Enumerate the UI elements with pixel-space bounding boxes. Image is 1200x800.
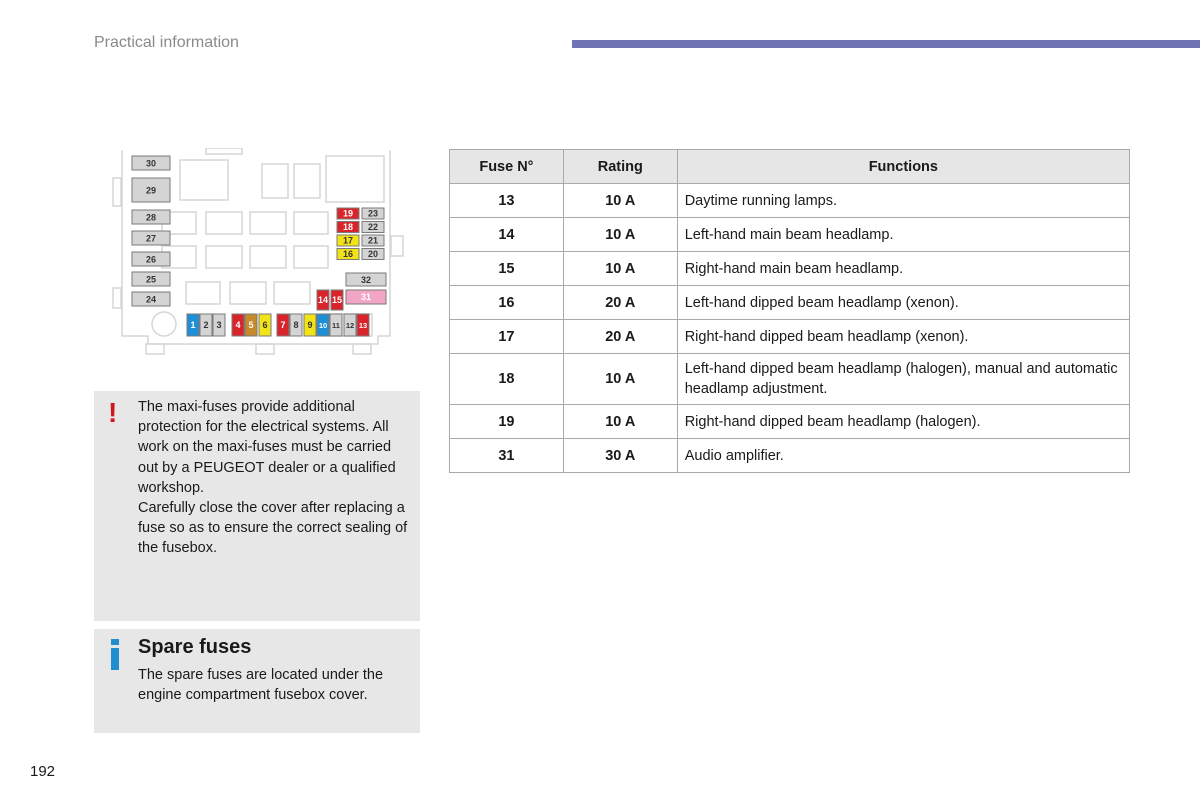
warning-paragraph-2: Carefully close the cover after replacing a fuse so as to ensure the correct sealing of the fusebox. <box>138 500 408 557</box>
fuse-number: 31 <box>450 439 564 473</box>
warning-icon: ! <box>108 397 118 428</box>
page-number: 192 <box>30 763 56 780</box>
fuse-31-label: 31 <box>360 292 372 302</box>
fuse-27-label: 27 <box>145 233 157 244</box>
fuse-13-label: 13 <box>358 321 368 330</box>
fuse-rating: 10 A <box>563 405 677 439</box>
column-header-rating: Rating <box>563 150 677 184</box>
fuse-function: Left-hand dipped beam headlamp (xenon). <box>677 286 1129 320</box>
fuse-function: Right-hand main beam headlamp. <box>677 252 1129 286</box>
fuse-function: Left-hand main beam headlamp. <box>677 218 1129 252</box>
table-row <box>450 354 1130 405</box>
fuse-30-label: 30 <box>145 158 157 169</box>
header-accent-bar <box>572 40 1200 48</box>
fuse-rating: 20 A <box>563 320 677 354</box>
warning-box <box>94 391 420 621</box>
fuse-10-label: 10 <box>318 321 328 330</box>
fuse-number: 16 <box>450 286 564 320</box>
fuse-17-label: 17 <box>342 235 354 246</box>
fuse-23-label: 23 <box>367 208 379 219</box>
fuse-1-label: 1 <box>190 320 196 330</box>
fuse-28-label: 28 <box>145 212 157 223</box>
fusebox-diagram <box>108 148 408 363</box>
fuse-3-label: 3 <box>216 320 222 330</box>
info-text: The spare fuses are located under the engine compartment fusebox cover. <box>138 667 384 704</box>
fuse-table <box>449 149 1130 473</box>
section-title: Practical information <box>94 34 239 51</box>
fuse-function: Right-hand dipped beam headlamp (xenon). <box>677 320 1129 354</box>
fuse-25-label: 25 <box>145 274 157 285</box>
table-row <box>450 405 1130 439</box>
fuse-22-label: 22 <box>367 222 379 232</box>
fuse-rating: 10 A <box>563 184 677 218</box>
fuse-number: 17 <box>450 320 564 354</box>
fuse-number: 13 <box>450 184 564 218</box>
info-box <box>94 629 420 733</box>
fuse-18-label: 18 <box>342 222 354 232</box>
fuse-16-label: 16 <box>342 249 354 259</box>
fuse-15-label: 15 <box>331 295 343 305</box>
fuse-4-label: 4 <box>235 320 241 330</box>
fuse-21-label: 21 <box>367 235 379 246</box>
fuse-rating: 10 A <box>563 354 677 405</box>
column-header-functions: Functions <box>677 150 1129 184</box>
fuse-function: Daytime running lamps. <box>677 184 1129 218</box>
info-title: Spare fuses <box>138 636 252 658</box>
warning-text <box>138 397 414 559</box>
fuse-rating: 20 A <box>563 286 677 320</box>
info-icon <box>111 639 119 663</box>
fuse-5-label: 5 <box>248 320 254 330</box>
fuse-number: 15 <box>450 252 564 286</box>
fuse-rating: 10 A <box>563 252 677 286</box>
fuse-9-label: 9 <box>307 320 313 330</box>
table-row <box>450 439 1130 473</box>
fuse-11-label: 11 <box>332 321 340 330</box>
fuse-8-label: 8 <box>293 320 299 330</box>
table-row <box>450 286 1130 320</box>
table-row <box>450 252 1130 286</box>
fuse-29-label: 29 <box>145 185 157 196</box>
fuse-function: Right-hand dipped beam headlamp (halogen). <box>677 405 1129 439</box>
fuse-20-label: 20 <box>367 249 379 259</box>
fuse-function: Left-hand dipped beam headlamp (halogen), manual and automatic headlamp adjustment. <box>677 354 1129 405</box>
fuse-7-label: 7 <box>280 320 286 330</box>
fuse-19-label: 19 <box>342 208 354 219</box>
fuse-12-label: 12 <box>345 321 355 330</box>
fuse-number: 18 <box>450 354 564 405</box>
fuse-rating: 10 A <box>563 218 677 252</box>
fuse-number: 19 <box>450 405 564 439</box>
fuse-32-label: 32 <box>360 275 372 285</box>
fuse-number: 14 <box>450 218 564 252</box>
fuse-2-label: 2 <box>203 320 209 330</box>
fuse-6-label: 6 <box>262 320 268 330</box>
table-row <box>450 218 1130 252</box>
fuse-function: Audio amplifier. <box>677 439 1129 473</box>
fuse-24-label: 24 <box>145 294 157 305</box>
table-header-row <box>450 150 1130 184</box>
fuse-rating: 30 A <box>563 439 677 473</box>
table-row <box>450 320 1130 354</box>
fuse-14-label: 14 <box>317 295 329 305</box>
fuse-26-label: 26 <box>145 254 157 265</box>
warning-paragraph-1: The maxi-fuses provide additional protection for the electrical systems. All work on the maxi-fuses must be carried out by a PEUGEOT dealer or a qualified workshop. <box>138 399 396 496</box>
column-header-fuse: Fuse N° <box>450 150 564 184</box>
table-row <box>450 184 1130 218</box>
